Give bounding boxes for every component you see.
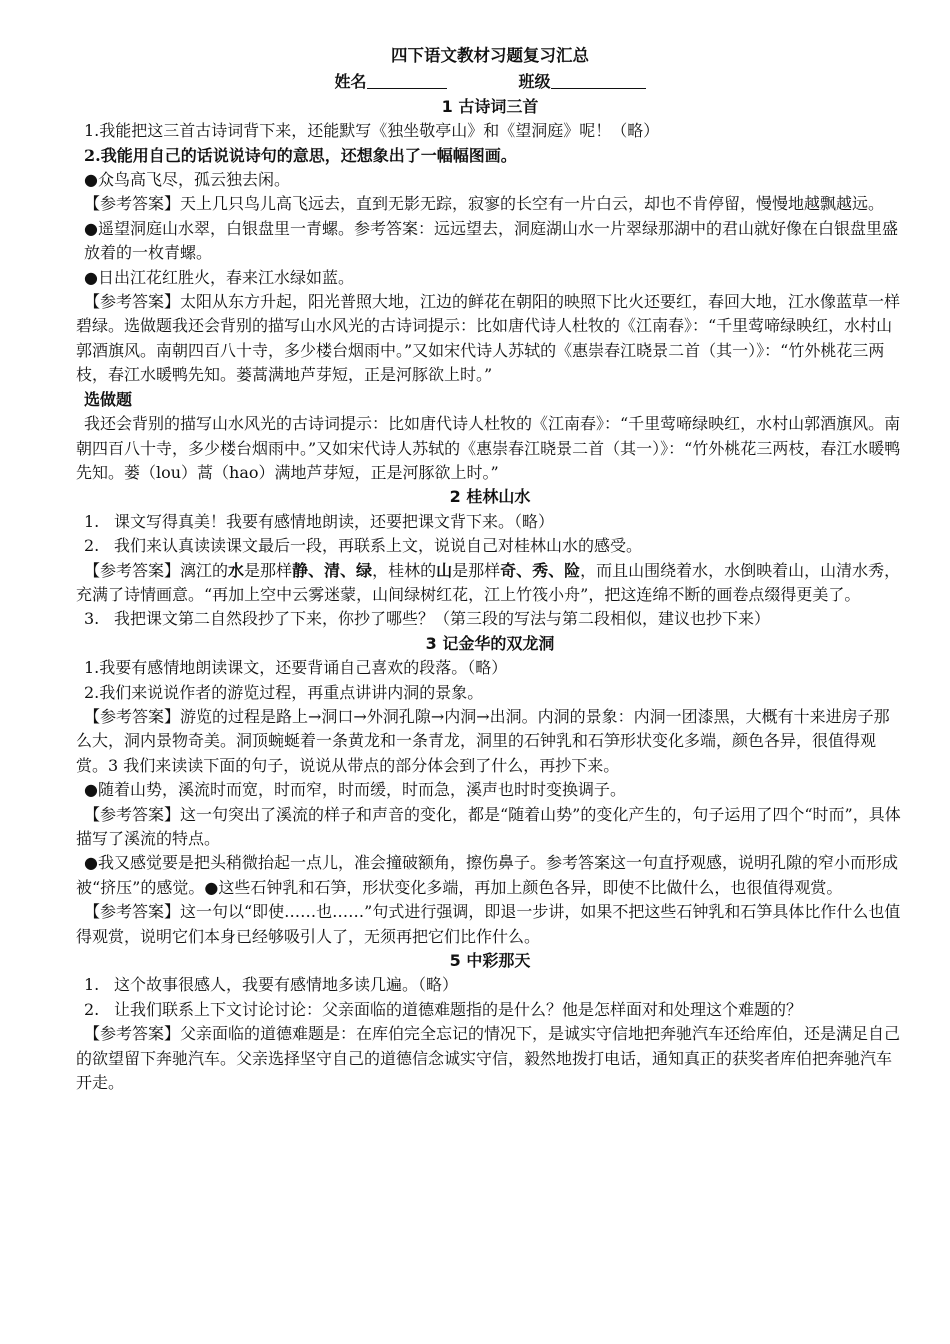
document-title: 四下语文教材习题复习汇总 (391, 46, 589, 65)
paragraph: 1.我能把这三首古诗词背下来，还能默写《独坐敬亭山》和《望洞庭》呢！（略） (84, 121, 660, 141)
paragraph: 我还会背别的描写山水风光的古诗词提示：比如唐代诗人杜牧的《江南春》：“千里莺啼绿映红，水村山郭酒旗风。南朝四百八十寺，多少楼台烟雨中。”又如宋代诗人苏轼的《惠崇春江晓景二首（其一）》：“竹外桃花三两枝，春江水暖鸭先知。蒌（lou）蒿（hao）满地芦芽短，正是河豚欲上时。” (76, 414, 901, 482)
item-number: 2. (84, 999, 100, 1019)
name-class-line (76, 70, 904, 94)
name-blank[interactable] (367, 70, 447, 89)
bullet-line: ●随着山势，溪流时而宽，时而窄，时而缓，时而急，溪声也时时变换调子。 (84, 780, 626, 800)
bullet-paragraph: ●我又感觉要是把头稍微抬起一点儿，准会撞破额角，擦伤鼻子。参考答案这一句直抒观感，说明孔隙的窄小而形成被“挤压”的感觉。●这些石钟乳和石笋，形状变化多端，再加上颜色各异，即使不比做什么，也很值得观赏。 (76, 853, 898, 897)
numbered-item (76, 998, 904, 1022)
answer-paragraph (76, 559, 904, 608)
section-heading-5: 5 中彩那天 (449, 951, 531, 971)
answer-text: ，而且山围绕着水，水倒映着山，山清水秀，充满了诗情画意。“再加上空中云雾迷蒙，山间绿树红花，江上竹筏小舟”，把这连绵不断的画卷点缀得更美了。 (76, 560, 901, 604)
item-number: 3. (84, 609, 100, 629)
item-text: 我们来认真读读课文最后一段，再联系上文，说说自己对桂林山水的感受。 (114, 536, 643, 556)
answer-paragraph: 【参考答案】太阳从东方升起，阳光普照大地，江边的鲜花在朝阳的映照下比火还要红，春回大地，江水像蓝草一样碧绿。选做题我还会背别的描写山水风光的古诗词提示：比如唐代诗人杜牧的《江南春》：“千里莺啼绿映红，水村山郭酒旗风。南朝四百八十寺，多少楼台烟雨中。”又如宋代诗人苏轼的《惠崇春江晓景二首（其一）》：“竹外桃花三两枝，春江水暖鸭先知。蒌蒿满地芦芽短，正是河豚欲上时。” (76, 292, 901, 385)
answer-emphasis: 静、清、绿 (292, 560, 373, 580)
numbered-item (76, 973, 904, 997)
bullet-line: ●日出江花红胜火，春来江水绿如蓝。 (84, 267, 354, 287)
answer-emphasis: 奇、秀、险 (500, 560, 581, 580)
answer-paragraph: 【参考答案】这一句突出了溪流的样子和声音的变化，都是“随着山势”的变化产生的，句子运用了四个“时而”，具体描写了溪流的特点。 (76, 804, 901, 848)
section-heading-3: 3 记金华的双龙洞 (425, 633, 555, 653)
item-text: 课文写得真美！我要有感情地朗读，还要把课文背下来。（略） (114, 511, 555, 531)
answer-paragraph: 【参考答案】游览的过程是路上→洞口→外洞孔隙→内洞→出洞。内洞的景象：内洞一团漆黑，大概有十来进房子那么大，洞内景物奇美。洞顶蜿蜒着一条黄龙和一条青龙，洞里的石钟乳和石笋形状变化多端，颜色各异，很值得观赏。3 我们来读读下面的句子，说说从带点的部分体会到了什么，再抄下来。 (76, 706, 890, 775)
answer-text: ，桂林的 (372, 560, 437, 580)
paragraph-bold: 2.我能用自己的话说说诗句的意思，还想象出了一幅幅图画。 (84, 145, 517, 165)
section-heading-2: 2 桂林山水 (449, 487, 531, 507)
bullet-line: ●众鸟高飞尽，孤云独去闲。 (84, 170, 290, 190)
numbered-item (76, 534, 904, 558)
answer-emphasis: 山 (436, 560, 453, 580)
class-label: 班级 (518, 72, 551, 92)
paragraph: 1.我要有感情地朗读课文，还要背诵自己喜欢的段落。（略） (84, 658, 508, 678)
numbered-item (76, 607, 904, 631)
item-text: 让我们联系上下文讨论讨论：父亲面临的道德难题指的是什么？他是怎样面对和处理这个难题的？ (114, 999, 803, 1019)
bullet-paragraph: ●遥望洞庭山水翠，白银盘里一青螺。参考答案：远远望去，洞庭湖山水一片翠绿那湖中的君山就好像在白银盘里盛放着的一枚青螺。 (84, 218, 898, 263)
answer-paragraph: 【参考答案】天上几只鸟儿高飞远去，直到无影无踪，寂寥的长空有一片白云，却也不肯停留，慢慢地越飘越远。 (84, 194, 885, 214)
answer-emphasis: 水 (228, 560, 245, 580)
answer-text: 是那样 (244, 560, 293, 580)
section-heading-1: 1 古诗词三首 (441, 96, 539, 116)
name-label: 姓名 (334, 72, 367, 92)
answer-paragraph: 【参考答案】父亲面临的道德难题是：在库伯完全忘记的情况下，是诚实守信地把奔驰汽车还给库伯，还是满足自己的欲望留下奔驰汽车。父亲选择坚守自己的道德信念诚实守信，毅然地拨打电话，通知真正的获奖者库伯把奔驰汽车开走。 (76, 1024, 901, 1093)
answer-paragraph: 【参考答案】这一句以“即使……也……”句式进行强调，即退一步讲，如果不把这些石钟乳和石笋具体比作什么也值得观赏，说明它们本身已经够吸引人了，无须再把它们比作什么。 (76, 902, 901, 946)
item-number: 2. (84, 536, 100, 556)
class-blank[interactable] (551, 70, 646, 89)
answer-text: 是那样 (452, 560, 501, 580)
item-text: 我把课文第二自然段抄了下来，你抄了哪些？（第三段的写法与第二段相似，建议也抄下来） (114, 609, 771, 629)
item-number: 1. (84, 975, 100, 995)
paragraph: 2.我们来说说作者的游览过程，再重点讲讲内洞的景象。 (84, 682, 484, 702)
answer-text: 【参考答案】漓江的 (84, 560, 229, 580)
optional-heading: 选做题 (84, 389, 133, 409)
item-text: 这个故事很感人，我要有感情地多读几遍。（略） (114, 975, 459, 995)
numbered-item (76, 510, 904, 534)
item-number: 1. (84, 511, 100, 531)
